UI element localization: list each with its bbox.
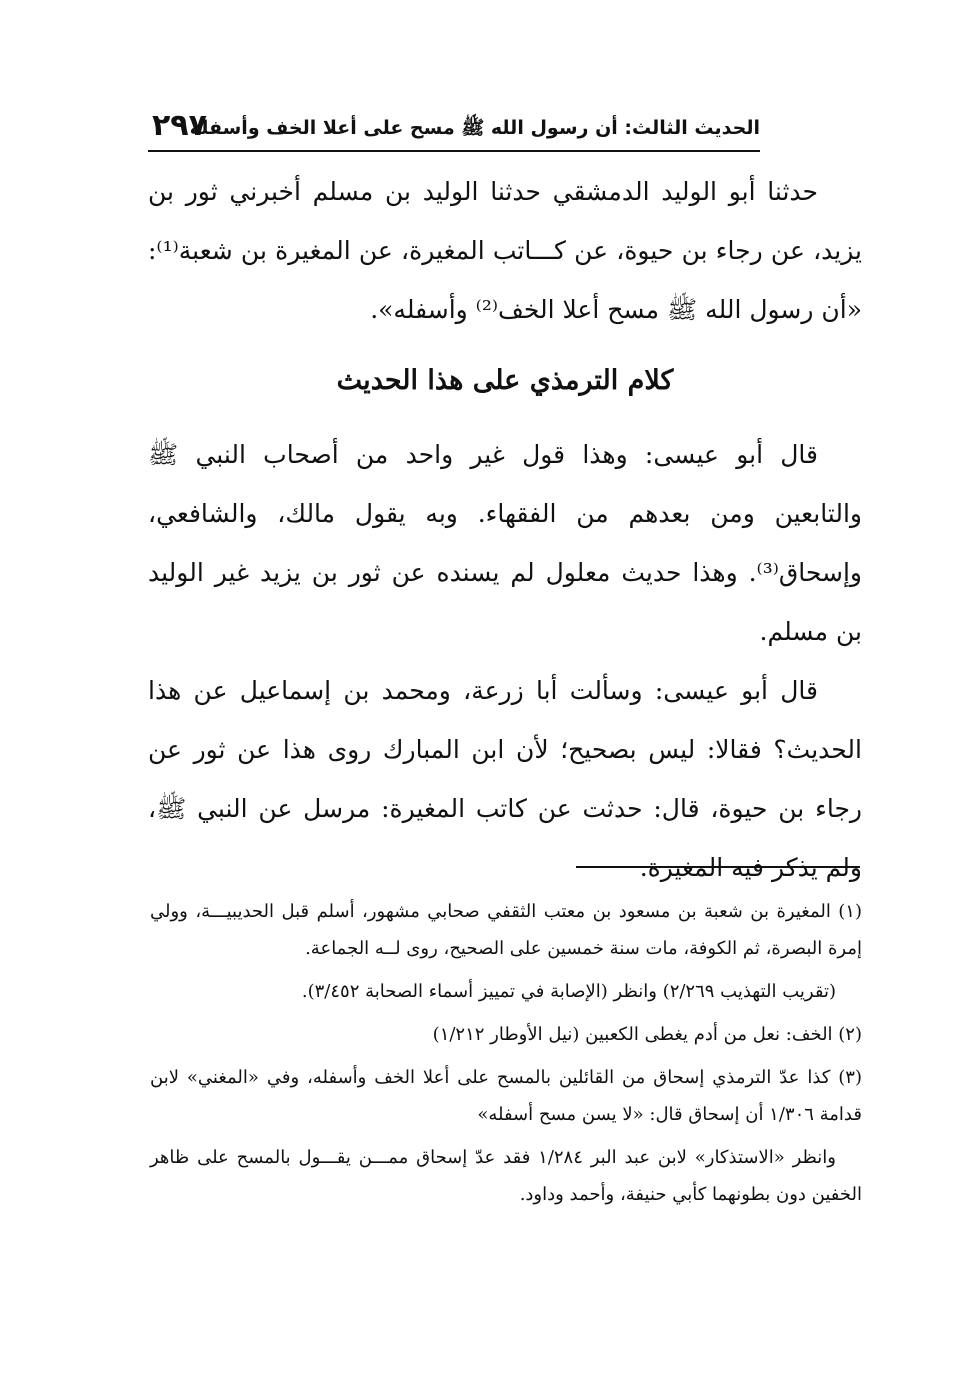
footnote-3: (٣) كذا عدّ الترمذي إسحاق من القائلين بالمسح على أعلا الخف وأسفله، وفي «المغني» لابن قدامة ١/٣٠٦ أن إسحاق قال: «لا يسن مسح أسفله»: [150, 1067, 862, 1125]
commentary-paragraph-2: قال أبو عيسى: وسألت أبا زرعة، ومحمد بن إسماعيل عن هذا الحديث؟ فقالا: ليس بصحيح؛ لأن ابن المبارك روى هذا عن ثور عن رجاء بن حيوة، قال: حدثت عن كاتب المغيرة: مرسل عن النبي ﷺ، ولم يذكر فيه المغيرة.: [148, 676, 862, 882]
footnote-1-continued: (تقريب التهذيب ٢/٢٦٩) وانظر (الإصابة في تمييز أسماء الصحابة ٣/٤٥٢).: [301, 981, 836, 1002]
section-heading: كلام الترمذي على هذا الحديث: [336, 365, 674, 396]
footnote-3-continued: وانظر «الاستذكار» لابن عبد البر ١/٢٨٤ فقد عدّ إسحاق ممـــن يقـــول بالمسح على ظاهر الخفين دون بطونهما كأبي حنيفة، وأحمد وداود.: [150, 1147, 862, 1205]
footnote-separator: [576, 866, 860, 868]
footnote-2: (٢) الخف: نعل من أدم يغطى الكعبين (نيل الأوطار ١/٢١٢): [432, 1024, 862, 1045]
page-header: [148, 108, 760, 152]
footnote-1: (١) المغيرة بن شعبة بن مسعود بن معتب الثقفي صحابي مشهور، أسلم قبل الحديبيـــة، وولي إمرة البصرة، ثم الكوفة، مات سنة خمسين على الصحيح، روى لــه الجماعة.: [150, 901, 862, 959]
footnotes: [150, 893, 862, 1219]
commentary-paragraph-1: قال أبو عيسى: وهذا قول غير واحد من أصحاب النبي ﷺ والتابعين ومن بعدهم من الفقهاء. وبه يقول مالك، والشافعي، وإسحاق⁽³⁾. وهذا حديث معلول لم يسنده عن ثور بن يزيد غير الوليد بن مسلم.: [148, 440, 862, 646]
running-title: الحديث الثالث: أن رسول الله ﷺ مسح على أعلا الخف وأسفله: [189, 117, 760, 139]
header-rule: [148, 150, 760, 152]
hadith-paragraph: حدثنا أبو الوليد الدمشقي حدثنا الوليد بن مسلم أخبرني ثور بن يزيد، عن رجاء بن حيوة، عن كـــاتب المغيرة، عن المغيرة بن شعبة⁽¹⁾: «أن رسول الله ﷺ مسح أعلا الخف⁽²⁾ وأسفله».: [148, 177, 862, 324]
main-text: [148, 162, 862, 897]
page-number: ٢٩٧: [152, 108, 207, 143]
